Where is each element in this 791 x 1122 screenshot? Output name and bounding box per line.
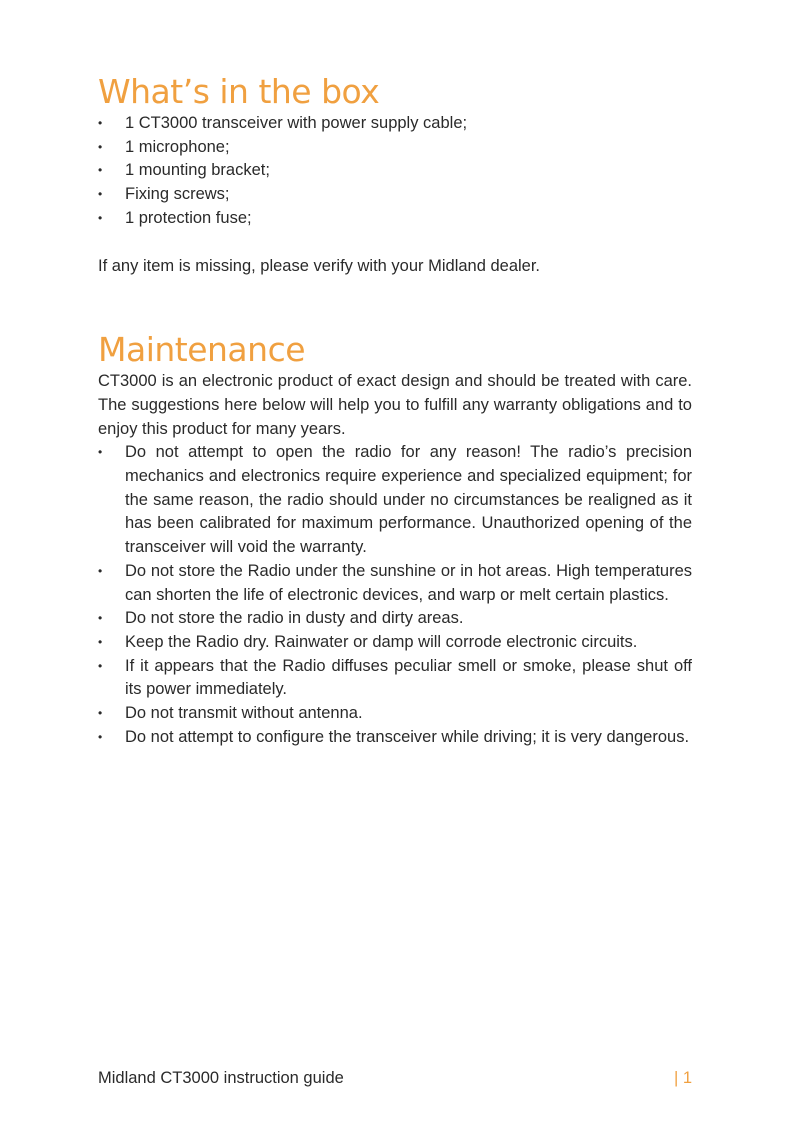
list-item — [98, 441, 692, 560]
list-item-text: 1 microphone; — [125, 137, 230, 156]
bullet-icon: • — [98, 445, 103, 460]
list-item — [98, 726, 692, 750]
list-item-text: Do not store the Radio under the sunshine or in hot areas. High temperatures can shorten the life of electronic devices, and warp or melt certain plastics. — [125, 561, 692, 604]
bullet-icon: • — [98, 139, 103, 154]
list-item-text: Do not store the radio in dusty and dirty areas. — [125, 609, 464, 628]
page-footer — [98, 1066, 692, 1090]
list-item — [98, 702, 692, 726]
list-item — [98, 183, 692, 207]
footer-title: Midland CT3000 instruction guide — [98, 1069, 344, 1087]
page-number: | 1 — [673, 1069, 692, 1087]
list-item — [98, 207, 692, 231]
bullet-icon: • — [98, 729, 103, 744]
list-item-text: 1 CT3000 transceiver with power supply cable; — [125, 114, 468, 132]
missing-item-note: If any item is missing, please verify with your Midland dealer. — [98, 256, 541, 275]
list-item — [98, 136, 692, 160]
bullet-icon: • — [98, 187, 103, 202]
list-item — [98, 631, 692, 655]
bullet-icon: • — [98, 706, 103, 721]
box-items-list — [98, 112, 692, 231]
list-item-text: Fixing screws; — [125, 185, 230, 204]
bullet-icon: • — [98, 163, 103, 178]
box-section-title: What’s in the box — [98, 72, 380, 111]
maintenance-title: Maintenance — [98, 330, 306, 370]
list-item-text: Do not attempt to open the radio for any reason! The radio’s precision mechanics and electronics require experience and specialized equipment; for the same reason, the radio should under no circumstances be realigned as it has been calibrated for maximum performance. Unauthorized opening of the transceiver will void the warranty. — [125, 443, 692, 557]
bullet-icon: • — [98, 116, 103, 130]
list-item — [98, 159, 692, 183]
maintenance-list — [98, 441, 692, 749]
list-item-text: If it appears that the Radio diffuses peculiar smell or smoke, please shut off its power immediately. — [125, 656, 692, 699]
list-item — [98, 560, 692, 607]
list-item-text: Keep the Radio dry. Rainwater or damp will corrode electronic circuits. — [125, 632, 638, 651]
bullet-icon: • — [98, 611, 103, 626]
list-item-text: Do not attempt to configure the transceiver while driving; it is very dangerous. — [125, 727, 690, 746]
list-item — [98, 112, 692, 136]
list-item-text: Do not transmit without antenna. — [125, 704, 363, 723]
page-content — [98, 72, 692, 749]
bullet-icon: • — [98, 563, 103, 578]
list-item — [98, 607, 692, 631]
bullet-icon: • — [98, 210, 103, 225]
bullet-icon: • — [98, 634, 103, 649]
maintenance-intro: CT3000 is an electronic product of exact design and should be treated with care. The suggestions here below will help you to fulfill any warranty obligations and to enjoy this product for many years. — [98, 372, 692, 438]
bullet-icon: • — [98, 658, 103, 673]
list-item-text: 1 protection fuse; — [125, 208, 252, 227]
list-item-text: 1 mounting bracket; — [125, 161, 270, 180]
list-item — [98, 655, 692, 702]
